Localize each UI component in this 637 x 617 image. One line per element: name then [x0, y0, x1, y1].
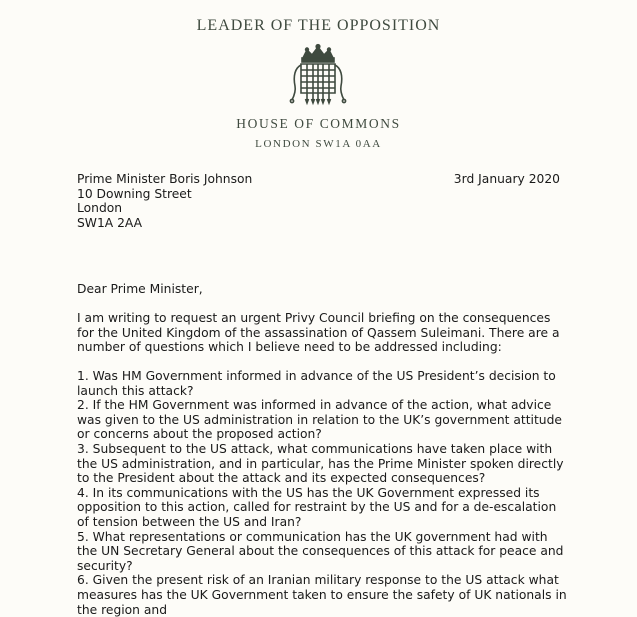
recipient-street: 10 Downing Street	[77, 186, 192, 201]
question-item: 6. Given the present risk of an Iranian military response to the US attack what measures has the UK Government taken to ensure the safety of UK nationals in the region and	[77, 573, 567, 617]
recipient-name: Prime Minister Boris Johnson	[77, 172, 253, 186]
recipient-postcode: SW1A 2AA	[77, 215, 143, 230]
question-item: 5. What representations or communication has the UK government had with the UN Secretary General about the consequences of this attack for peace and security?	[77, 529, 564, 573]
recipient-city: London	[77, 201, 123, 216]
recipient-address-block	[77, 172, 252, 230]
salutation: Dear Prime Minister,	[77, 282, 203, 296]
letterhead-title: LEADER OF THE OPPOSITION	[196, 17, 441, 34]
question-item: 1. Was HM Government informed in advance of the US President’s decision to launch this attack?	[77, 369, 556, 398]
intro-paragraph	[77, 311, 567, 355]
intro-text: I am writing to request an urgent Privy Council briefing on the consequences for the United Kingdom of the assassination of Qassem Suleimani. There are a number of questions which I believe need to be addressed including:	[77, 311, 560, 355]
letterhead-house: HOUSE OF COMMONS	[236, 116, 401, 131]
letter-date: 3rd January 2020	[453, 172, 560, 186]
question-item: 3. Subsequent to the US attack, what communications have taken place with the US administration, and in particular, has the Prime Minister spoken directly to the President about the attack and its expected consequences?	[77, 441, 564, 486]
question-item: 4. In its communications with the US has the UK Government expressed its opposition to this action, called for restraint by the US and for a de-escalation of tension between the US and Iran?	[77, 485, 557, 529]
question-item: 2. If the HM Government was informed in advance of the action, what advice was given to the US administration in relation to the UK’s government attitude or concerns about the proposed action?	[77, 398, 562, 442]
letterhead-address: LONDON SW1A 0AA	[255, 138, 382, 150]
questions-list	[77, 369, 567, 617]
portcullis-icon	[289, 44, 347, 104]
